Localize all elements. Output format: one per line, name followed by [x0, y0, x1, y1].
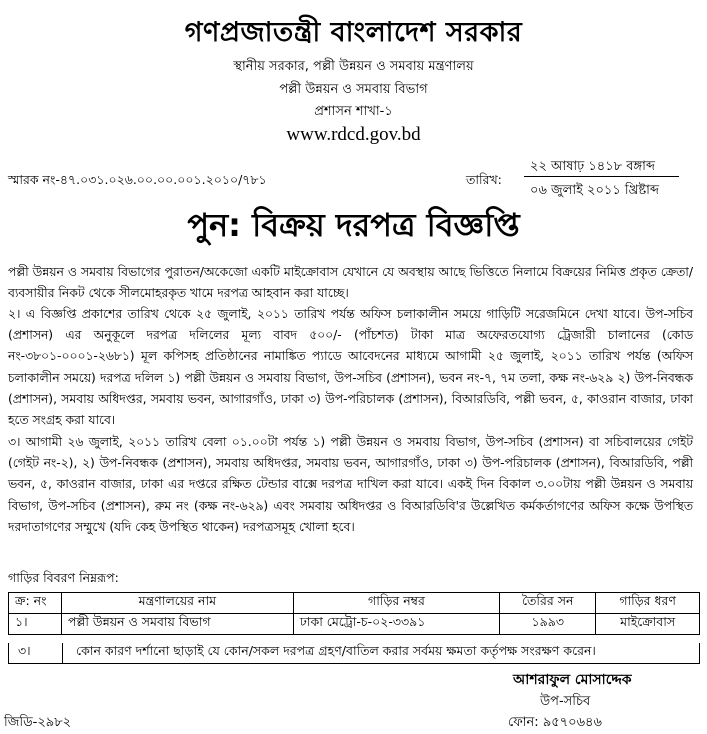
table-cell: পল্লী উন্নয়ন ও সমবায় বিভাগ: [62, 614, 294, 635]
column-header: ক্র: নং: [9, 593, 62, 614]
website-link[interactable]: www.rdcd.gov.bd: [286, 124, 421, 145]
note-text: কোন কারণ দর্শানো ছাড়াই যে কোন/সকল দরপত্র গ্রহণ/বাতিল করার সর্বময় ক্ষমতা কর্তৃপক্ষ সংরক্ষণ করেন।: [76, 643, 596, 658]
signatory-name: আশরাফুল মোসাদ্দেক: [513, 672, 632, 688]
table-cell: ১৯৯৩: [500, 614, 596, 635]
table-header-row: [9, 593, 700, 614]
signatory-designation: উপ-সচিব: [540, 694, 591, 709]
column-header: গাড়ির নম্বর: [293, 593, 499, 614]
table-cell: মাইক্রোবাস: [596, 614, 700, 635]
ministry-name: স্থানীয় সরকার, পল্লী উন্নয়ন ও সমবায় মন্ত্রণালয়: [233, 59, 474, 74]
paragraph-3: ৩। আগামী ২৬ জুলাই, ২০১১ তারিখ বেলা ০১.০০টা পর্যন্ত ১) পল্লী উন্নয়ন ও সমবায় বিভাগ, উপ-সচিব (প্রশাসন) বা সচিবালয়ের গেইট (গেইট নং-২), ২) উপ-নিবন্ধক (প্রশাসন), সমবায় অধিদপ্তর, সমবায় ভবন, আগারগাঁও, ঢাকা ৩) উপ-পরিচালক (প্রশাসন), বিআরডিবি, পল্লী ভবন, ৫, কাওরান বাজার, ঢাকা এর দপ্তরে রক্ষিত টেন্ডার বাক্সে দরপত্র দাখিল করা যাবে। একই দিন বিকাল ৩.০০টায় পল্লী উন্নয়ন ও সমবায় বিভাগ, উপ-সচিব (প্রশাসন), রুম নং (কক্ষ নং-৬২৯) এবং সমবায় অধিদপ্তর ও বিআরডিবি'র উল্লেখিত কর্মকর্তাগণের অফিস কক্ষে উপস্থিত দরদাতাগণের সম্মুখে (যদি কেহ উপস্থিত থাকেন) দরপত্রসমূহ খোলা হবে।: [8, 435, 693, 534]
memo-number: স্মারক নং-৪৭.০৩১.০২৬.০০.০০.০০১.২০১০/৭৮১: [8, 172, 267, 187]
phone-number: ফোন: ৯৫৭০৬৪৬: [508, 715, 602, 730]
table-cell: ১।: [9, 614, 62, 635]
branch-name: প্রশাসন শাখা-১: [314, 104, 393, 119]
column-header: মন্ত্রণালয়ের নাম: [62, 593, 294, 614]
division-name: পল্লী উন্নয়ন ও সমবায় বিভাগ: [279, 82, 428, 97]
gd-reference: জিডি-২৯৮২: [4, 715, 72, 730]
government-title: গণপ্রজাতন্ত্রী বাংলাদেশ সরকার: [184, 17, 523, 48]
column-header: গাড়ির ধরণ: [596, 593, 700, 614]
date-label: তারিখ:: [466, 172, 502, 187]
paragraph-intro: পল্লী উন্নয়ন ও সমবায় বিভাগের পুরাতন/অকেজো একটি মাইক্রোবাস যেখানে যে অবস্থায় আছে ভিত্তিতে নিলামে বিক্রয়ের নিমিত্ত প্রকৃত ক্রেতা/ব্যবসায়ীর নিকট থেকে সীলমোহরকৃত খামে দরপত্র আহবান করা যাচ্ছে।: [8, 265, 693, 301]
date-divider: [524, 176, 679, 177]
paragraph-2: ২। এ বিজ্ঞপ্তি প্রকাশের তারিখ থেকে ২৫ জুলাই, ২০১১ তারিখ পর্যন্ত অফিস চলাকালীন সময়ে গাড়িটি সরেজমিনে দেখা যাবে। উপ-সচিব (প্রশাসন) এর অনুকূলে দরপত্র দলিলের মূল্য বাবদ ৫০০/- (পাঁচশত) টাকা মাত্র অফেরতযোগ্য ট্রেজারী চালানের (কোড নং-৩৮০১-০০০১-২৬৮১) মূল কপিসহ প্রতিষ্ঠানের নামাঙ্কিত প্যাডে আবেদনের মাধ্যমে আগামী ২৫ জুলাই, ২০১১ তারিখ পর্যন্ত (অফিস চলাকালীন সময়ে) দরপত্র দলিল ১) পল্লী উন্নয়ন ও সমবায় বিভাগ, উপ-সচিব (প্রশাসন), ভবন নং-৭, ৭ম তলা, কক্ষ নং-৬২৯ ২) উপ-নিবন্ধক (প্রশাসন), সমবায় অধিদপ্তর, সমবায় ভবন, আগারগাঁও, ঢাকা ৩) উপ-পরিচালক (প্রশাসন), বিআরডিবি, পল্লী ভবন, ৫, কাওরান বাজার, ঢাকা হতে সংগ্রহ করা যাবে।: [8, 307, 693, 428]
date-english: ০৬ জুলাই ২০১১ খ্রিষ্টাব্দ: [530, 183, 660, 198]
column-header: তৈরির সন: [500, 593, 596, 614]
note-border-right: [699, 643, 700, 663]
note-border-divider: [62, 643, 63, 663]
vehicle-table: [8, 592, 700, 635]
note-border-bottom: [8, 663, 700, 664]
notice-headline: পুন: বিক্রয় দরপত্র বিজ্ঞপ্তি: [187, 206, 520, 244]
table-row: [9, 614, 700, 635]
note-number: ৩।: [18, 643, 31, 658]
date-bangla: ২২ আষাঢ় ১৪১৮ বঙ্গাব্দ: [530, 159, 655, 174]
table-cell: ঢাকা মেট্রো-চ-০২-৩৩৯১: [293, 614, 499, 635]
note-border-left: [8, 643, 9, 663]
vehicle-details-label: গাড়ির বিবরণ নিম্নরূপ:: [8, 570, 119, 585]
